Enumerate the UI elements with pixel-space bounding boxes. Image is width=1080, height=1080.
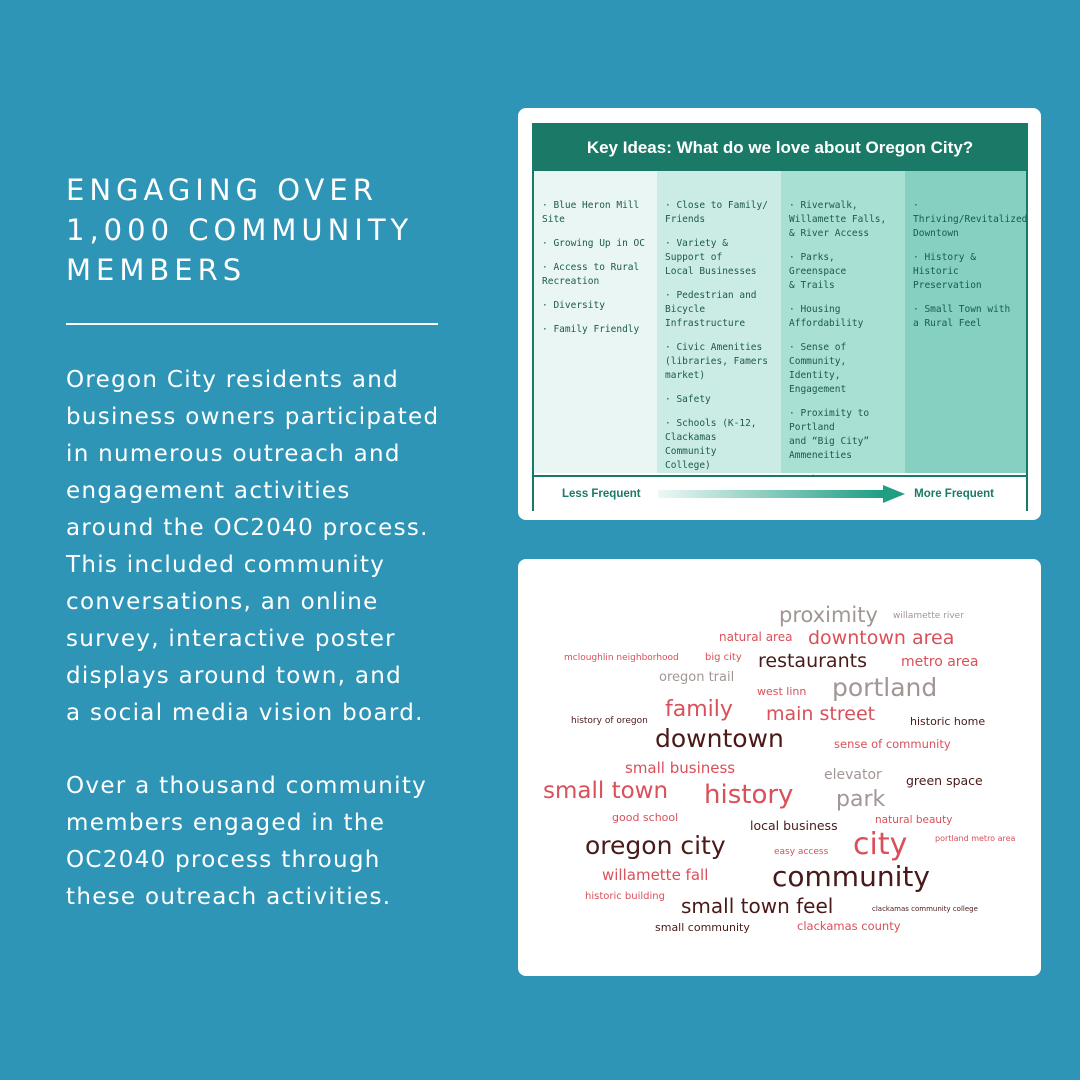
word-cloud-word: community [772,860,930,893]
word-cloud-word: sense of community [834,737,951,751]
body-line: conversations, an online [66,589,379,615]
word-cloud-word: willamette river [893,611,964,621]
word-cloud-word: easy access [774,847,829,857]
word-cloud-word: elevator [824,767,882,783]
body-line: engagement activities [66,478,351,504]
word-cloud-word: willamette fall [602,866,709,884]
word-cloud-word: big city [705,652,742,663]
word-cloud-word: park [836,787,886,812]
key-idea-item: · Sense of Community, Identity, Engagement [789,342,847,395]
more-frequent-label: More Frequent [914,488,994,500]
body-line: This included community [66,552,386,578]
heading-line: 1,000 COMMUNITY [66,213,414,247]
body-line: survey, interactive poster [66,626,396,652]
key-idea-item: · Family Friendly [542,324,640,335]
body-line: OC2040 process through [66,847,381,873]
body-line: Oregon City residents and [66,367,400,393]
word-cloud-word: oregon trail [659,670,735,685]
word-cloud-word: historic home [910,715,986,728]
arrow-right-icon [883,485,905,503]
key-idea-item: · Access to Rural Recreation [542,262,640,287]
key-idea-item: · Housing Affordability [789,304,864,329]
body-line: around the OC2040 process. [66,515,429,541]
key-ideas-column-3 [781,171,905,473]
key-ideas-column-4 [905,171,1026,473]
word-cloud-word: clackamas county [797,919,901,933]
heading-line: ENGAGING OVER [66,173,378,207]
key-idea-item: · Proximity to Portland and “Big City” Ammeneities [789,408,870,461]
key-ideas-column-1 [534,171,657,473]
key-idea-item: · Parks, Greenspace & Trails [789,252,847,291]
word-cloud-word: history [704,780,794,810]
key-idea-item: · Riverwalk, Willamette Falls, & River Access [789,200,887,239]
section-heading [66,170,466,290]
heading-line: MEMBERS [66,253,247,287]
word-cloud-word: proximity [779,603,878,627]
word-cloud-word: portland [832,673,938,702]
word-cloud-word: downtown area [808,627,955,649]
body-line: business owners participated [66,404,440,430]
key-idea-item: · Pedestrian and Bicycle Infrastructure [665,290,757,329]
key-idea-item: · Variety & Support of Local Businesses [665,238,757,277]
key-idea-item: · Diversity [542,300,605,311]
key-idea-item: · Close to Family/ Friends [665,200,768,225]
word-cloud-word: downtown [655,724,784,753]
body-line: in numerous outreach and [66,441,401,467]
word-cloud-word: clackamas community college [872,905,978,913]
word-cloud-word: main street [766,703,876,725]
key-idea-item: · History & Historic Preservation [913,252,982,291]
word-cloud-word: green space [906,773,983,788]
word-cloud-word: mcloughlin neighborhood [564,653,679,663]
word-cloud-word: portland metro area [935,834,1016,843]
word-cloud-word: historic building [585,891,665,902]
body-copy [66,362,486,916]
word-cloud-word: small town [543,778,669,804]
less-frequent-label: Less Frequent [562,488,641,500]
heading-divider [66,323,438,325]
word-cloud-word: history of oregon [571,716,648,726]
paragraph-gap [66,732,486,768]
key-ideas-table [532,123,1028,511]
word-cloud-card [518,559,1041,976]
body-line: these outreach activities. [66,884,392,910]
key-idea-item: · Blue Heron Mill Site [542,200,640,225]
body-line: displays around town, and [66,663,403,689]
word-cloud-word: west linn [757,685,807,698]
key-idea-item: · Growing Up in OC [542,238,645,249]
word-cloud-word: family [665,697,733,722]
frequency-gradient-bar [658,490,883,498]
word-cloud-word: natural area [719,630,793,644]
word-cloud-word: small town feel [681,894,834,918]
word-cloud-word: oregon city [585,831,726,860]
word-cloud-word: natural beauty [875,814,953,826]
word-cloud-word: good school [612,811,679,824]
body-line: members engaged in the [66,810,386,836]
frequency-legend [534,475,1026,511]
key-idea-item: · Safety [665,394,711,405]
word-cloud-word: small business [625,759,736,777]
word-cloud-word: local business [750,818,838,833]
key-idea-item: · Schools (K-12, Clackamas Community College) [665,418,757,471]
key-idea-item: · Civic Amenities (libraries, Famers market) [665,342,768,381]
body-line: Over a thousand community [66,773,428,799]
key-ideas-title: Key Ideas: What do we love about Oregon City? [534,125,1026,171]
word-cloud-word: metro area [901,654,979,670]
key-idea-item: · Small Town with a Rural Feel [913,304,1011,329]
body-line: a social media vision board. [66,700,424,726]
key-ideas-card [518,108,1041,520]
key-idea-item: · Thriving/Revitalized Downtown [913,200,1028,239]
word-cloud-word: restaurants [758,650,867,672]
key-ideas-column-2 [657,171,781,473]
word-cloud-word: city [853,827,908,862]
word-cloud-word: small community [655,921,750,934]
